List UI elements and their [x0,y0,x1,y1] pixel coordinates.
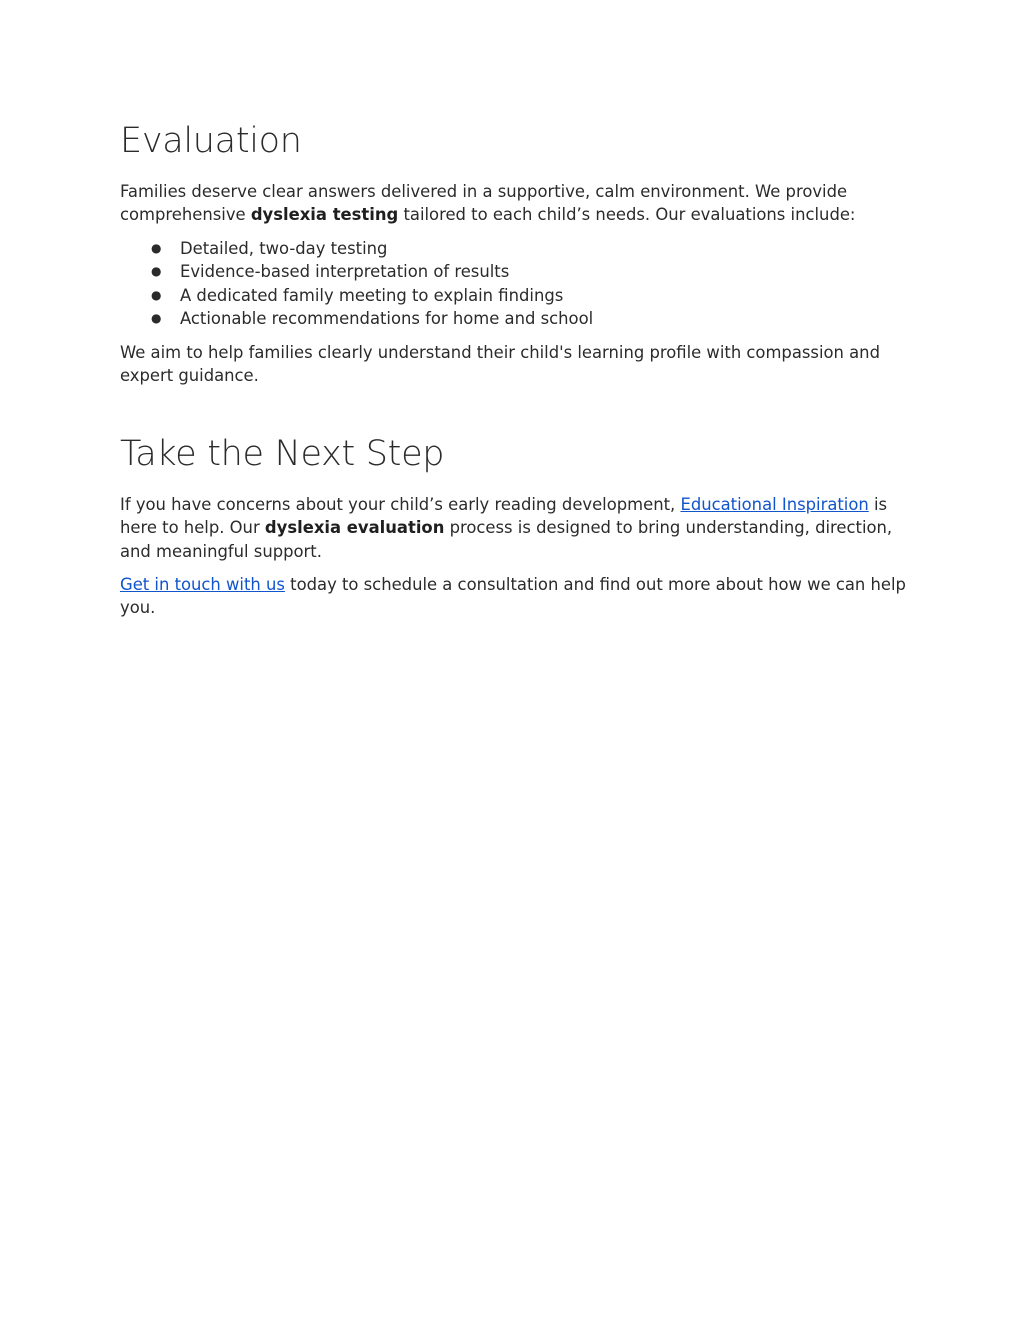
list-item [120,237,910,260]
list-item-text: Detailed, two-day testing [180,239,388,258]
concerns-text-middle: is here to help. Our [120,495,888,538]
concerns-paragraph [120,493,910,563]
evaluation-aim-paragraph: We aim to help families clearly understand their child's learning profile with compassion and expert guidance. [120,343,880,386]
evaluation-list [120,237,910,331]
contact-text: today to schedule a consultation and find out more about how we can help you. [120,575,906,618]
intro-text-end: tailored to each child’s needs. Our evaluations include: [398,205,856,225]
get-in-touch-link[interactable]: Get in touch with us [120,575,285,594]
dyslexia-testing-bold: dyslexia testing [250,205,399,225]
contact-paragraph [120,573,910,620]
list-item-text: A dedicated family meeting to explain findings [180,285,564,305]
educational-inspiration-link[interactable]: Educational Inspiration [680,495,869,514]
list-item [120,260,910,283]
list-item-text: Actionable recommendations for home and school [180,309,594,329]
intro-text-start: Families deserve clear answers delivered in a supportive, calm environment. We provide comprehensive [120,182,848,225]
concerns-text-end: process is designed to bring understanding, direction, and meaningful support. [120,518,893,561]
next-step-heading: Take the Next Step [120,434,445,474]
list-item-text: Evidence-based interpretation of results [180,262,510,282]
bullet-icon: ● [151,311,162,326]
bullet-icon: ● [151,287,162,302]
list-item [120,284,910,307]
bullet-icon: ● [151,241,162,255]
evaluation-heading: Evaluation [120,121,302,161]
concerns-text-start: If you have concerns about your child’s early reading development, [120,495,681,514]
dyslexia-evaluation-bold: dyslexia evaluation [264,518,445,538]
list-item [120,307,910,330]
bullet-icon: ● [151,264,162,279]
evaluation-intro-paragraph [120,180,910,227]
